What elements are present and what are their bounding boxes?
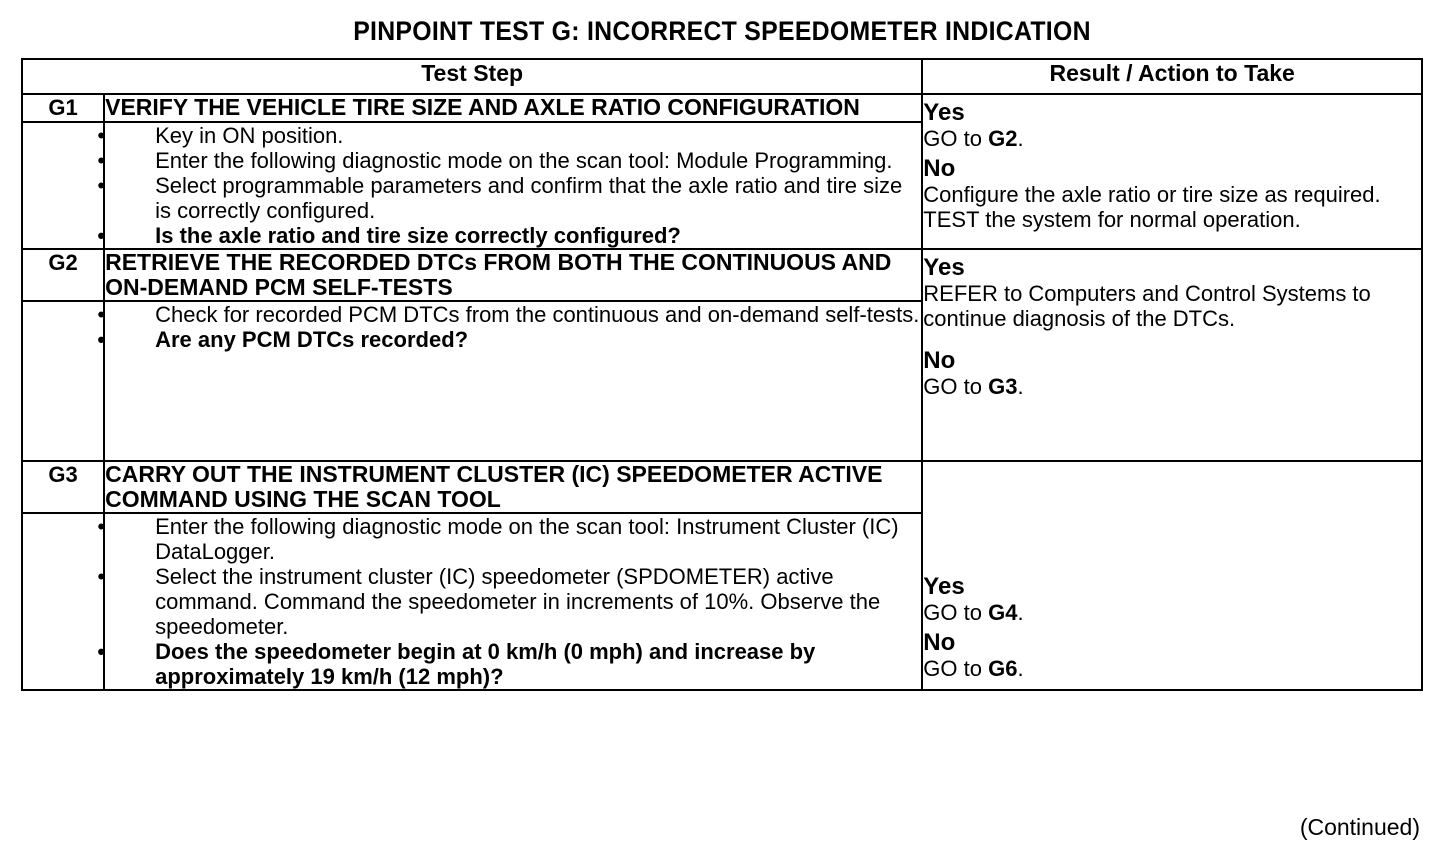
yes-label: Yes [923,573,965,600]
step-title: RETRIEVE THE RECORDED DTCs FROM BOTH THE CONTINUOUS AND ON-DEMAND PCM SELF-TESTS [104,249,922,301]
pinpoint-test-table [21,58,1423,691]
yes-text: REFER to Computers and Control Systems to continue diagnosis of the DTCs. [923,281,1371,331]
step-result [922,249,1422,461]
no-answer [923,347,1421,399]
no-action [923,182,1421,232]
step-question: • Are any PCM DTCs recorded? [105,327,921,352]
yes-suffix: . [1017,126,1024,151]
step-title-row [22,249,1422,301]
step-body [104,513,922,690]
yes-action [923,600,1421,625]
yes-suffix: . [1017,600,1024,625]
yes-text: GO to [923,600,982,625]
step-body [104,122,922,249]
no-suffix: . [1017,656,1024,681]
no-label: No [923,155,956,182]
instruction-item: • Enter the following diagnostic mode on the scan tool: Module Programming. [105,148,921,173]
step-result [922,461,1422,690]
no-label: No [923,629,956,656]
no-answer [923,155,1421,232]
yes-action [923,281,1421,331]
yes-text: GO to [923,126,982,151]
instruction-item: • Enter the following diagnostic mode on the scan tool: Instrument Cluster (IC) DataLogger. [105,514,921,564]
step-title-row [22,461,1422,513]
table-header-row [22,59,1422,94]
step-id: G2 [22,249,104,301]
instruction-item: • Check for recorded PCM DTCs from the continuous and on-demand self-tests. [105,302,921,327]
instruction-item: • Select programmable parameters and confirm that the axle ratio and tire size is correctly configured. [105,173,921,223]
yes-label: Yes [923,254,965,281]
step-title: CARRY OUT THE INSTRUMENT CLUSTER (IC) SPEEDOMETER ACTIVE COMMAND USING THE SCAN TOOL [104,461,922,513]
step-question: • Does the speedometer begin at 0 km/h (0 mph) and increase by approximately 19 km/h (12 mph)? [105,639,921,689]
yes-answer [923,254,1421,331]
no-text: GO to [923,374,982,399]
no-answer [923,629,1421,681]
yes-label: Yes [923,99,965,126]
yes-action [923,126,1421,151]
no-step-ref: G6 [988,656,1018,681]
step-instructions [105,123,921,248]
no-text: GO to [923,656,982,681]
instruction-item: • Select the instrument cluster (IC) speedometer (SPDOMETER) active command. Command the speedometer in increments of 10%. Observe the speedometer. [105,564,921,639]
no-action [923,374,1421,399]
no-action [923,656,1421,681]
step-instructions [105,302,921,352]
header-test-step: Test Step [22,59,922,94]
step-instructions [105,514,921,689]
yes-step-ref: G4 [988,600,1018,625]
no-label: No [923,347,956,374]
yes-answer [923,99,1421,151]
step-id: G1 [22,94,104,122]
no-step-ref: G3 [988,374,1018,399]
step-id: G3 [22,461,104,513]
step-body [104,301,922,461]
step-title-row [22,94,1422,122]
no-suffix: . [1017,374,1024,399]
instruction-item: • Key in ON position. [105,123,921,148]
continued-note: (Continued) [1299,814,1420,840]
step-question: • Is the axle ratio and tire size correctly configured? [105,223,921,248]
page-title: PINPOINT TEST G: INCORRECT SPEEDOMETER INDICATION [353,16,1091,46]
yes-step-ref: G2 [988,126,1018,151]
yes-answer [923,573,1421,625]
header-result: Result / Action to Take [922,59,1422,94]
step-title: VERIFY THE VEHICLE TIRE SIZE AND AXLE RATIO CONFIGURATION [104,94,922,122]
no-text: Configure the axle ratio or tire size as required. TEST the system for normal operation. [923,182,1381,232]
step-result [922,94,1422,249]
